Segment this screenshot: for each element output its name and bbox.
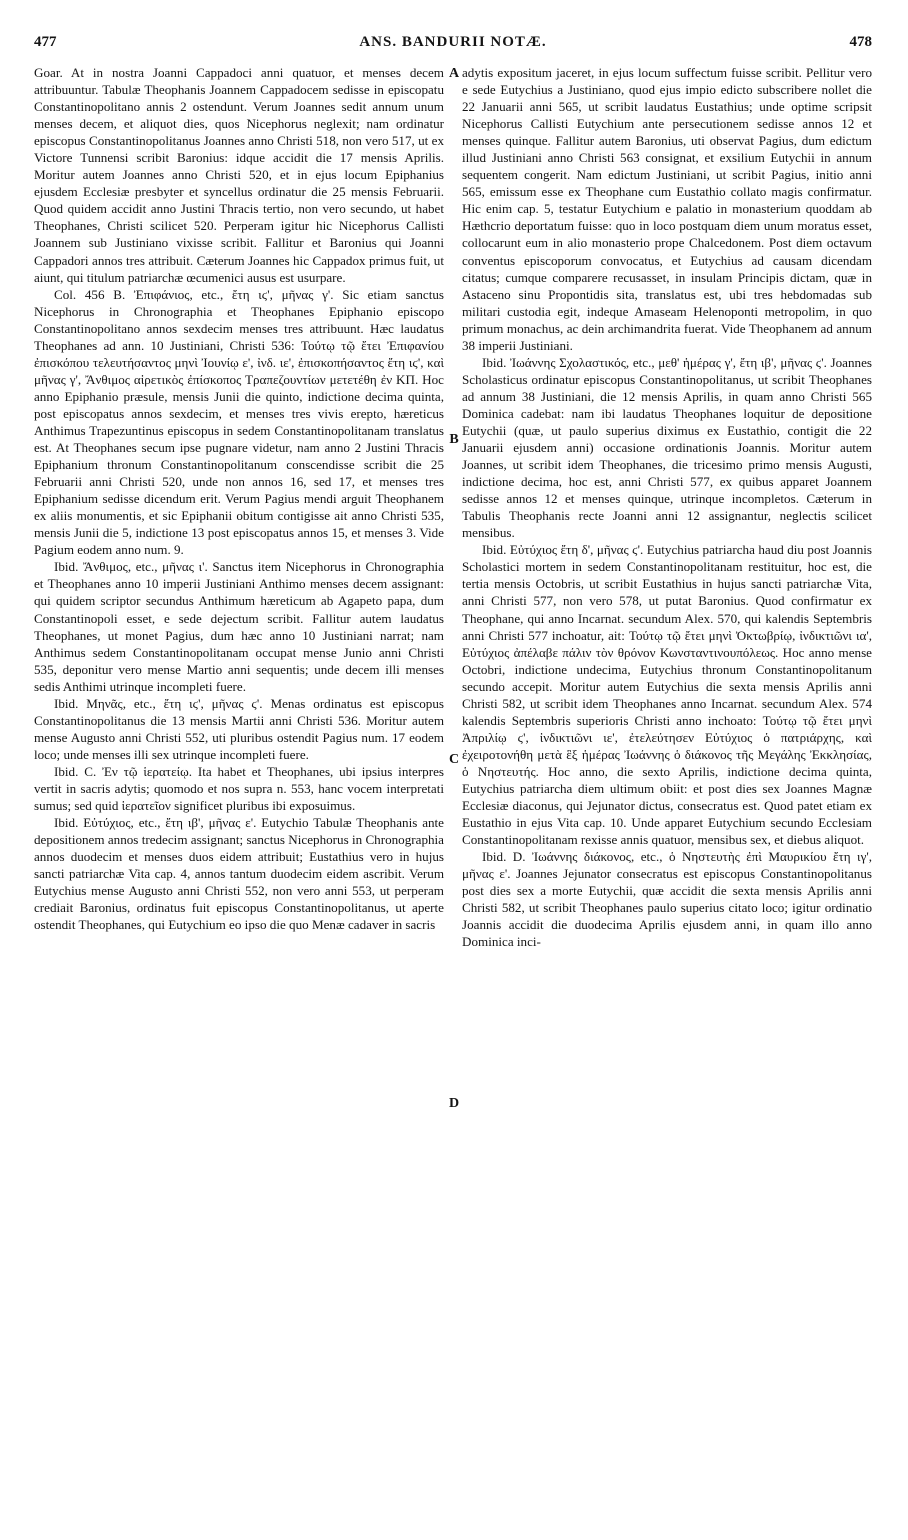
right-paragraph: Ibid. Ἰωάννης Σχολαστικός, etc., μεθ' ἡμέρας γ', ἔτη ιβ', μῆνας ϛ'. Joannes Scholasticus ordinatur episcopus Constantinopolitanus, ut scribit Theophanes ad annum 38 Justiniani, die 12 mensis Aprilis, in quam anno Christi 565 Dominica cadebat: nam ibi laudatus Theophanes loquitur de depositione Eutychii (quæ, ut paulo superius diximus ex Eustathio, contigit die 22 Januarii ejusdem anni) occasione ordinationis Joannis. Moritur autem Joannes, ut scribit idem Theophanes, die tricesimo primo mensis Augusti, indictione decima, hoc est, anni Christi 577, ex quibus apparet Joannem sedisse annos 12 et menses quinque, utrinque incompletos. Cæterum in Tabulis Theophanis recte Joanni anni 12 assignantur, neglectis scilicet mensibus.	[462, 354, 872, 541]
running-title: ANS. BANDURII NOTÆ.	[359, 34, 547, 50]
right-paragraph: adytis expositum jaceret, in ejus locum suffectum fuisse scribit. Pellitur vero e sede Eutychius a Justiniano, quod ejus impio edicto subscribere nollet die 22 Januarii anni 565, ut scribit laudatus Eustathius; unde optime scripsit Nicephorus Callisti Eutychium ante persecutionem sedisse annos 12 et menses quinque. Fallitur autem Baronius, uti observat Pagius, dum edictum illud Justiniani anno Christi 563 consignat, et exsilium Eutychii in annum sequentem congerit. Nam edictum Justiniani, ut scribit Pagius, initio anni 565, emissum esse ex Theophane cum Eustathio collato magis confirmatur. Hic enim cap. 5, testatur Eutychium e palatio in monasterium quoddam ab Hæthcrio deportatum fuisse: quo in loco postquam diem unum moratus esset, collocarunt eum in alio monasterio prope Chalcedonem. Post diem octavum conventus episcoporum convocatus, et Eutychius ad causam dicendam citatus; cumque comparere recusasset, in insulam Principis dictam, quæ in Astaceno sinu Propontidis sita, translatus est, ubi tres hebdomadas sub militari custodia egit, indeque Amaseam Helenoponti metropolim, in quo primum monachus, ac dein archimandrita fuerat. Vide Theophanem ad annum 38 imperii Justiniani.	[462, 65, 872, 353]
page-number-left: 477	[34, 34, 57, 50]
left-paragraph: Col. 456 B. Ἐπιφάνιος, etc., ἔτη ιϛ', μῆνας γ'. Sic etiam sanctus Nicephorus in Chronographia et Theophanes Epiphanio episcopo Constantinopolitano annos sexdecim menses tres attribuunt. Hæc laudatus Theophanes ad ann. 10 Justiniani, Christi 536: Τούτῳ τῷ ἔτει Ἐπιφανίου ἐπισκόπου τελευτήσαντος μηνὶ Ἰουνίῳ ε', ἰνδ. ιε', ἐπισκοπήσαντος ἔτη ιϛ', καὶ μῆνας γ', Ἄνθιμος αἱρετικὸς ἐπίσκοπος Τραπεζουντίων μετετέθη ἐν ΚΠ. Hoc anno Epiphanio præsule, mensis Junii die quinto, indictione decima quinta, post episcopatus annos sexdecim, et menses tres vivis erepto, hæreticus Anthimus Trapezuntinus episcopus in sedem Constantinopolitanam translatus est. At Theophanes secum ipse pugnare videtur, nam anno 2 Justini Thracis Epiphanium thronum Constantinopolitanum conscendisse scribit die 25 Februarii anni Christi 520, unde non annos 16, sed 17, et menses tres Epiphanium sedisse dicendum erit. Verum Pagius mendi arguit Theophanem ex aliis monumentis, et sic Epiphanii obitum contigisse ait anno Christi 535, mensis Junii die 5, indictione 13 post episcopatus annos 15, et menses 3. Vide Pagium eodem anno num. 9.	[34, 286, 444, 558]
left-paragraph: Ibid. Εὐτύχιος, etc., ἔτη ιβ', μῆνας ε'. Eutychio Tabulæ Theophanis ante depositionem annos tredecim assignant; sanctus Nicephorus in Chronographia annos duodecim et menses duos eidem attribuit; Eustathius vero in hujus sancti patriarchæ Vita cap. 4, annos tantum duodecim eidem ascribit. Verum Eutychius mense Augusto anni Christi 552, non vero anni 553, ut perperam crediait Baronius, ordinatus fuit episcopus Constantinopolitanus, ut aperte ostendit Theophanes, qui Eutychium eo ipso die quo Menæ cadaver in sacris	[34, 815, 444, 933]
section-marker-a: A	[448, 66, 460, 81]
section-marker-b: B	[449, 432, 459, 447]
right-paragraph: Ibid. Εὐτύχιος ἔτη δ', μῆνας ϛ'. Eutychius patriarcha haud diu post Joannis Scholastici mortem in sedem Constantinopolitanam restituitur, hoc est, die tertia mensis Octobris, ut scribit Eustathius in hujus sancti patriarchæ Vita, anni Christi 577, non vero 578, ut putat Baronius. Quod confirmatur ex Theophane, qui anno Incarnat. secundum Alex. 570, qui kalendis Septembris anni Christi 577 inchoatur, ait: Τούτῳ τῷ ἔτει μηνὶ Ὀκτωβρίῳ, ἰνδικτιῶνι ια', Εὐτύχιος ἀπέλαβε πάλιν τὸν θρόνον Κωνσταντινουπόλεως. Hoc anno mense Octobri, indictione undecima, Eutychius thronum Constantinopolitanum secundo accepit. Moritur autem Eutychius die sexta mensis Aprilis anni Christi 582, ut scribit idem Theophanes anno Incarnat. secundum Alex. 574 kalendis Septembris superioris Christi anno inchoato: Τούτῳ τῷ ἔτει μηνὶ Ἀπριλίῳ ϛ', ἰνδικτιῶνι ιε', ἐτελεύτησεν Εὐτύχιος ὁ πατριάρχης, καὶ ἐχειροτονήθη μετὰ ἓξ ἡμέρας Ἰωάννης ὁ διάκονος τῆς Μεγάλης Ἐκκλησίας, ὁ Νηστευτής. Hoc anno, die sexto Aprilis, indictione decima quinta, Eutychius patriarcha diem ultimum obiit: et post dies sex Joannes Magnæ Ecclesiæ diaconus, qui Jejunator dictus, consecratus est. Quod patet etiam ex Eustathio in ejus Vita cap. 10. Unde apparet Eutychium secundo Ecclesiam Constantinopolitanam rexisse annis quatuor, mensibus sex, et diebus aliquot.	[462, 542, 872, 848]
left-paragraph: Ibid. Μηνᾶς, etc., ἔτη ιϛ', μῆνας ϛ'. Menas ordinatus est episcopus Constantinopolitanus die 13 mensis Martii anni Christi 536. Moritur autem mense Augusto anni Christi 552, uti pluribus ostendit Pagius num. 17 eodem loco; unde menses illi sex utrinque incompleti fuere.	[34, 695, 444, 762]
page-number-right: 478	[849, 34, 872, 50]
right-paragraph: Ibid. D. Ἰωάννης διάκονος, etc., ὁ Νηστευτὴς ἐπὶ Μαυρικίου ἔτη ιγ', μῆνας ε'. Joannes Jejunator consecratus est episcopus Constantinopolitanus post dies sex a morte Eutychii, quæ accidit die sexta mensis Aprilis anni Christi 582, ut scribit Theophanes paulo superius citato loco; igitur ordinatio Joannis accidit die duodecima Aprilis ejusdem anni, in quam illo anno Dominica inci-	[462, 849, 872, 950]
left-paragraph: Ibid. C. Ἐν τῷ ἱερατείῳ. Ita habet et Theophanes, ubi ipsius interpres vertit in sacris adytis; quomodo et nos supra n. 553, hanc vocem interpretati sumus; sed quid ἱερατεῖον significet pluribus ibi exposuimus.	[34, 763, 444, 814]
left-paragraph: Ibid. Ἄνθιμος, etc., μῆνας ι'. Sanctus item Nicephorus in Chronographia et Theophanes anno 10 imperii Justiniani Anthimo menses decem assignant: qui quidem scriptor secundus Anthimum hæreticum ab Agapeto papa, dum Constantinopoli esset, e sede dejectum scribit. Fallitur autem laudatus Theophanes, ut monet Pagius, dum hæc anno 10 Justiniani narrat; nam Anthimus sedem Constantinopolitanam occupat mense Junio anni Christi 535, deponitur vero mense Martio anni sequentis; unde decem illi menses sedis Anthimi utrinque incompleti fuere.	[34, 559, 444, 694]
section-marker-d: D	[448, 1096, 460, 1111]
right-column	[462, 64, 872, 1504]
left-paragraph: Goar. At in nostra Joanni Cappadoci anni quatuor, et menses decem attribuuntur. Tabulæ Theophanis Joannem Cappadocem sedisse in episcopatu Constantinopolitano annis 2 ostendunt. Verum Joannes sedit annum unum menses decem, et aliquot dies, quos Nicephorus neglexit; nam ordinatur episcopus Constantinopolitanus Joannes anno Christi 518, non vero 517, ut ex Victore Tunnensi scribit Baronius: idque accidit die 17 mensis Aprilis. Moritur autem Joannes anno Christi 520, et in ejus locum Epiphanius ejusdem Ecclesiæ presbyter et syncellus ordinatur die 25 mensis Februarii. Quod quidem accidit anno Justini Thracis tertio, non vero secundo, ut habet Theophanes, Christi scilicet 520. Perperam igitur hic Nicephorus Callisti Joannem sub Justiniano vixisse scribit. Fallitur et Baronius qui Joanni Cappadori annos tres attribuit. Cæterum Joannes hic Cappadox primus fuit, ut aiunt, qui titulum patriarchæ œcumenici ausus est usurpare.	[34, 65, 444, 285]
left-column	[34, 64, 444, 1504]
page-header	[34, 34, 872, 56]
section-marker-c: C	[448, 752, 460, 767]
